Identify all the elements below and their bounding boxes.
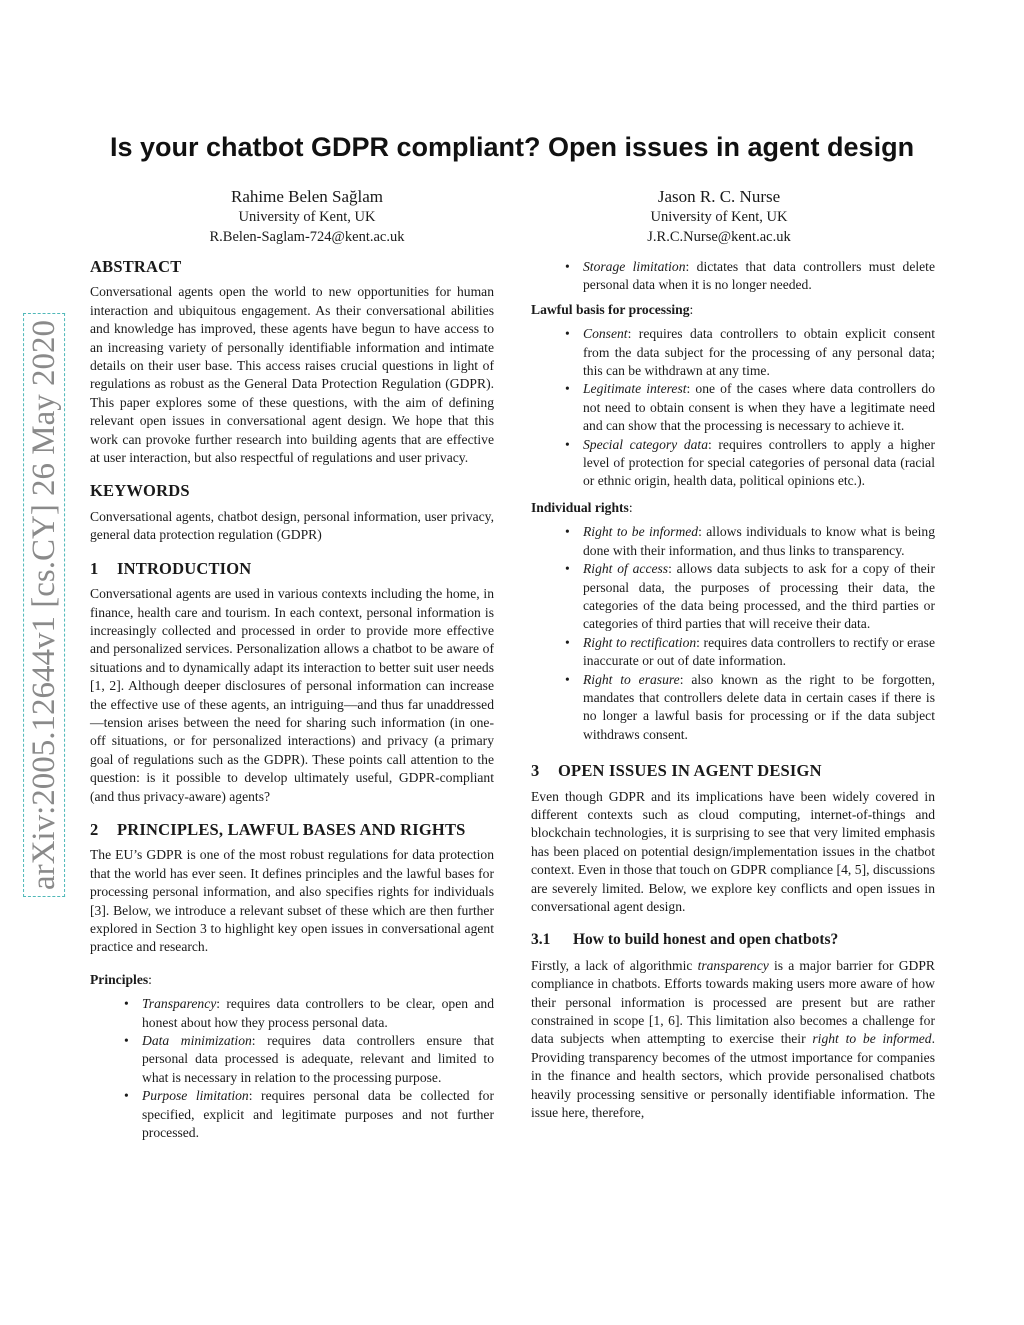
list-item: • Special category data: requires controllers to apply a higher level of protection for special categories of personal data (racial or ethnic origin, health data, political opinions etc.).: [583, 436, 935, 491]
paper-title: Is your chatbot GDPR compliant? Open issues in agent design: [109, 132, 915, 162]
subsection-number: 3.1: [531, 931, 551, 949]
list-item: • Right of access: allows data subjects to ask for a copy of their personal data, the purposes of processing their data, the categories of the data being processed, and the third parties or categories of third parties that will receive their data.: [583, 560, 935, 634]
section-number: 2: [90, 819, 99, 839]
principles-section: [90, 821, 494, 1143]
abstract-heading: ABSTRACT: [90, 257, 182, 276]
abstract-text: Conversational agents open the world to new opportunities for human interaction and ubiquitous engagement. As their conversational abilities and knowledge has improved, these agents have begun to have access to an increasing variety of personally identifiable information and intimate details on their user base. This access raises crucial questions in light of regulations as robust as the General Data Protection Regulation (GDPR). This paper explores some of these questions, with the aim of defining relevant open issues in conversational agent design. We hope that this work can provoke further research into building agents that are effective at user interaction, but also respectful of regulations and user privacy.: [90, 284, 494, 466]
subsection-heading: [531, 931, 935, 949]
author-block-1: [127, 186, 487, 247]
introduction-heading: [90, 560, 494, 578]
lawful-basis-list: [531, 325, 935, 491]
keywords-section: [90, 482, 494, 544]
principles-label: Principles:: [90, 971, 152, 987]
open-issues-heading: [531, 762, 935, 780]
arxiv-stamp: [22, 305, 66, 905]
list-item: • Data minimization: requires data controllers ensure that personal data processed is adequate, relevant and limited to what is necessary in relation to the processing purpose.: [142, 1032, 494, 1087]
section-number: 1: [90, 558, 99, 578]
list-item: • Right to rectification: requires data controllers to rectify or erase inaccurate or out of date information.: [583, 634, 935, 671]
introduction-section: [90, 560, 494, 806]
open-issues-section: [531, 762, 935, 916]
keywords-text: Conversational agents, chatbot design, personal information, user privacy, general data protection regulation (GDPR): [90, 508, 494, 543]
list-item: • Consent: requires data controllers to obtain explicit consent from the data subject for the processing of any personal data; this can be withdrawn at any time.: [583, 325, 935, 380]
section-number: 3: [531, 761, 540, 781]
author-email[interactable]: J.R.C.Nurse@kent.ac.uk: [647, 229, 791, 245]
subsection-title: How to build honest and open chatbots?: [573, 931, 839, 949]
author-email[interactable]: R.Belen-Saglam-724@kent.ac.uk: [209, 229, 405, 245]
list-item: • Legitimate interest: one of the cases where data controllers do not need to obtain consent is when they have a legitimate need and can show that the processing is necessary to achieve it.: [583, 380, 935, 435]
author-affiliation: University of Kent, UK: [650, 209, 788, 225]
keywords-heading: KEYWORDS: [90, 481, 190, 501]
lawful-basis-label: Lawful basis for processing:: [531, 301, 694, 317]
list-item: • Right to be informed: allows individuals to know what is being done with their information, and thus links to transparency.: [583, 523, 935, 560]
author-name: Rahime Belen Sağlam: [230, 187, 384, 206]
open-issues-text: Even though GDPR and its implications have been widely covered in different contexts such as cloud computing, internet-of-things and blockchain technologies, it is surprising to see that very limited emphasis has been placed on potential design/implementation issues in the chatbot context. Even in those that touch on GDPR compliance [4, 5], discussions are severely limited. Below, we explore key conflicts and open issues in conversational agent design.: [531, 788, 935, 914]
principles-list: [90, 995, 494, 1142]
individual-rights-label: Individual rights:: [531, 499, 633, 515]
individual-rights-list: [531, 523, 935, 744]
introduction-text: Conversational agents are used in various contexts including the home, in finance, health care and tourism. In each context, personal information is increasingly collected and processed in order to provide more effective and personalized services. Personalization allows a chatbot to be aware of situations and to dynamically adapt its interaction to better suit user needs [1, 2]. Although deeper disclosures of personal information can increase the effective use of these agents, an intriguing—and thus far unaddressed—tension arises between the need for sharing such information (in one-off situations, or for personalized interactions) and privacy (a primary goal of regulations such as the GDPR). These points call attention to the question: is it possible to develop ultimately useful, GDPR-compliant (and thus privacy-aware) agents?: [90, 586, 494, 804]
left-column: [90, 258, 494, 1157]
principles-heading: [90, 821, 494, 839]
subsection-text: Firstly, a lack of algorithmic transparency is a major barrier for GDPR compliance in chatbots. Efforts towards making users more aware of how their personal information is processed are present but are rather constrained in scope [1, 6]. This limitation also becomes a challenge for data subjects when attempting to exercise their right to be informed. Providing transparency becomes of the utmost importance for companies in the finance and health sectors, which provide personalised chatbots heavily processing sensitive or personally identifiable information. The issue here, therefore,: [531, 957, 935, 1121]
abstract-section: [90, 258, 494, 467]
author-affiliation: University of Kent, UK: [238, 209, 376, 225]
principles-intro-text: The EU’s GDPR is one of the most robust regulations for data protection that the world has ever seen. It defines principles and the lawful bases for processing personal information, and also specifies rights for individuals [3]. Below, we introduce a relevant subset of these which are then further explored in Section 3 to highlight key open issues in conversational agent practice and research.: [90, 847, 494, 955]
right-column: [531, 258, 935, 1137]
section-title: PRINCIPLES, LAWFUL BASES AND RIGHTS: [117, 819, 466, 839]
list-item: • Storage limitation: dictates that data controllers must delete personal data when it is no longer needed.: [583, 258, 935, 295]
author-name: Jason R. C. Nurse: [657, 187, 781, 206]
list-item: • Right to erasure: also known as the right to be forgotten, mandates that controllers delete data in certain cases if there is no longer a lawful basis for processing or if the data subject withdraws consent.: [583, 671, 935, 745]
section-title: INTRODUCTION: [117, 558, 252, 578]
section-title: OPEN ISSUES IN AGENT DESIGN: [558, 761, 822, 781]
list-item: • Transparency: requires data controllers to be clear, open and honest about how they process personal data.: [142, 995, 494, 1032]
author-block-2: [539, 186, 899, 247]
subsection-3-1: [531, 931, 935, 1122]
principles-list-continued: [531, 258, 935, 295]
arxiv-stamp-text: arXiv:2005.12644v1 [cs.CY] 26 May 2020: [23, 313, 65, 897]
list-item: • Purpose limitation: requires personal data be collected for specified, explicit and legitimate purposes and not further processed.: [142, 1087, 494, 1142]
